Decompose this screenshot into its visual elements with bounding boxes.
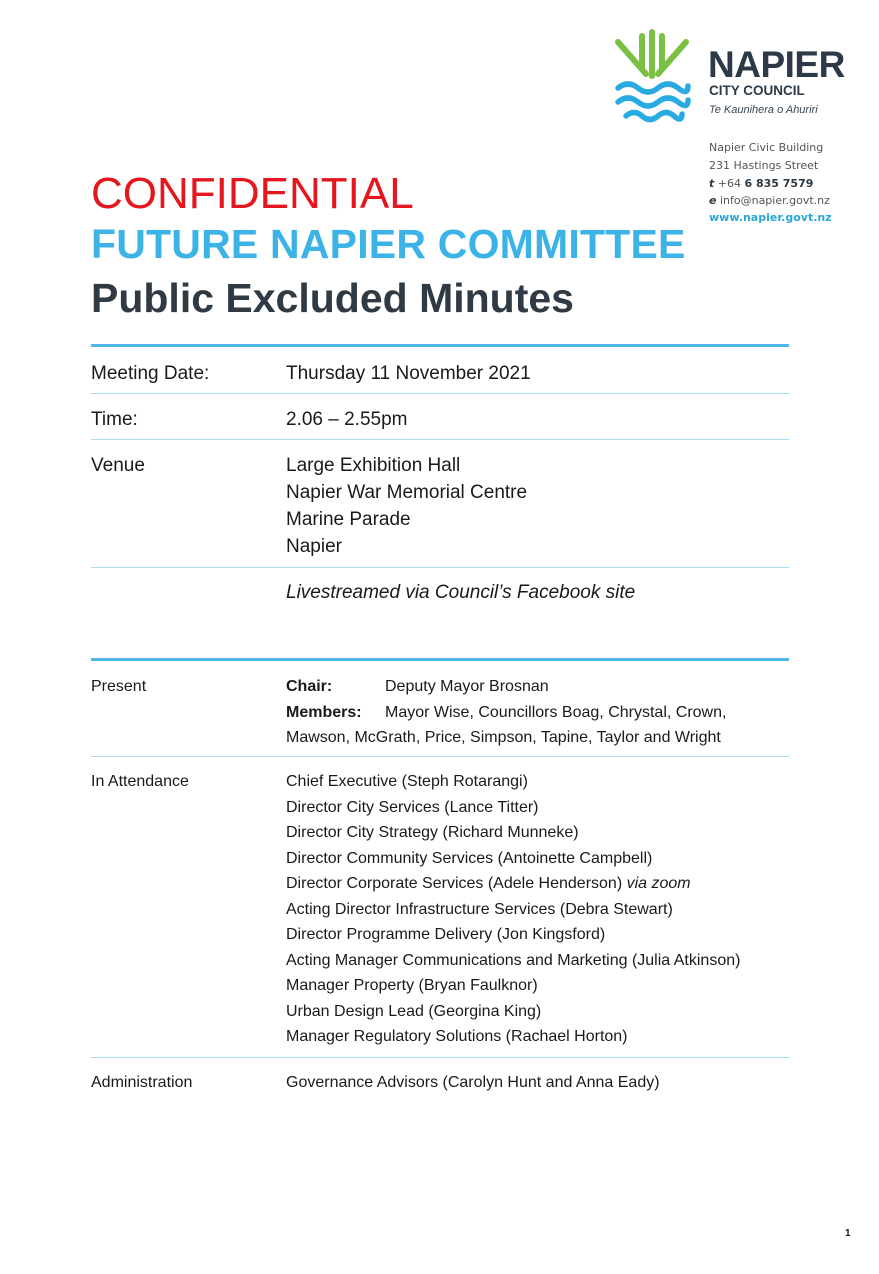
list-item: Manager Property (Bryan Faulknor) bbox=[286, 977, 538, 994]
row-divider bbox=[91, 1057, 789, 1058]
meeting-date-label: Meeting Date: bbox=[91, 363, 210, 384]
livestream-note: Livestreamed via Council’s Facebook site bbox=[286, 582, 636, 603]
org-maori-name: Te Kaunihera o Ahuriri bbox=[709, 104, 818, 116]
venue-value bbox=[286, 452, 527, 560]
members-value: Mayor Wise, Councillors Boag, Chrystal, Crown, bbox=[385, 703, 727, 721]
venue-line: Napier bbox=[286, 536, 342, 557]
contact-building: Napier Civic Building bbox=[709, 141, 824, 154]
list-item: Director Community Services (Antoinette Campbell) bbox=[286, 849, 653, 867]
administration-label: Administration bbox=[91, 1074, 193, 1091]
chair-value: Deputy Mayor Brosnan bbox=[385, 678, 549, 695]
present-label: Present bbox=[91, 678, 147, 695]
list-item bbox=[286, 871, 740, 897]
time-label: Time: bbox=[91, 409, 138, 430]
chair-label: Chair: bbox=[286, 678, 333, 695]
contact-phone bbox=[709, 178, 813, 189]
contact-street: 231 Hastings Street bbox=[709, 159, 819, 172]
phone-prefix: t bbox=[709, 177, 715, 190]
org-name: NAPIER bbox=[708, 44, 845, 85]
list-item: Director Programme Delivery (Jon Kingsford) bbox=[286, 926, 606, 943]
website-link[interactable]: www.napier.govt.nz bbox=[709, 211, 832, 224]
meeting-date-value: Thursday 11 November 2021 bbox=[286, 363, 531, 384]
email-prefix: e bbox=[709, 194, 717, 207]
list-item: Chief Executive (Steph Rotarangi) bbox=[286, 773, 528, 790]
document-type-title: Public Excluded Minutes bbox=[91, 275, 574, 321]
committee-title: FUTURE NAPIER COMMITTEE bbox=[91, 221, 686, 267]
row-divider bbox=[91, 756, 789, 757]
time-value: 2.06 – 2.55pm bbox=[286, 409, 408, 430]
zoom-note: via zoom bbox=[626, 875, 691, 892]
org-subtitle: CITY COUNCIL bbox=[709, 83, 805, 98]
venue-label: Venue bbox=[91, 455, 145, 476]
email-address[interactable]: info@napier.govt.nz bbox=[719, 194, 830, 207]
list-item: Acting Manager Communications and Marketing (Julia Atkinson) bbox=[286, 951, 741, 969]
list-item: Acting Director Infrastructure Services (Debra Stewart) bbox=[286, 900, 673, 918]
contact-website bbox=[709, 212, 832, 223]
phone-number: 6 835 7579 bbox=[744, 177, 814, 190]
list-item: Director City Strategy (Richard Munneke) bbox=[286, 824, 579, 841]
row-divider bbox=[91, 393, 789, 394]
list-item: Director City Services (Lance Titter) bbox=[286, 798, 539, 816]
section-divider bbox=[91, 658, 789, 661]
list-item: Manager Regulatory Solutions (Rachael Horton) bbox=[286, 1028, 628, 1045]
venue-line: Napier War Memorial Centre bbox=[286, 482, 528, 503]
administration-value: Governance Advisors (Carolyn Hunt and Anna Eady) bbox=[286, 1074, 660, 1091]
venue-line: Marine Parade bbox=[286, 509, 411, 530]
present-value bbox=[286, 674, 726, 751]
row-divider bbox=[91, 439, 789, 440]
attendance-list bbox=[286, 769, 740, 1050]
phone-country: +64 bbox=[717, 177, 741, 190]
row-divider bbox=[91, 567, 789, 568]
venue-line: Large Exhibition Hall bbox=[286, 455, 461, 476]
list-item: Urban Design Lead (Georgina King) bbox=[286, 1002, 542, 1020]
contact-email bbox=[709, 195, 830, 206]
members-label: Members: bbox=[286, 703, 362, 721]
confidential-title: CONFIDENTIAL bbox=[91, 169, 414, 218]
section-divider bbox=[91, 344, 789, 347]
napier-logo-icon bbox=[612, 28, 692, 130]
attendee-name: Director Corporate Services (Adele Henderson) bbox=[286, 875, 623, 892]
attendance-label: In Attendance bbox=[91, 773, 189, 790]
page-number: 1 bbox=[845, 1228, 851, 1239]
members-value-continued: Mawson, McGrath, Price, Simpson, Tapine, Taylor and Wright bbox=[286, 729, 721, 746]
